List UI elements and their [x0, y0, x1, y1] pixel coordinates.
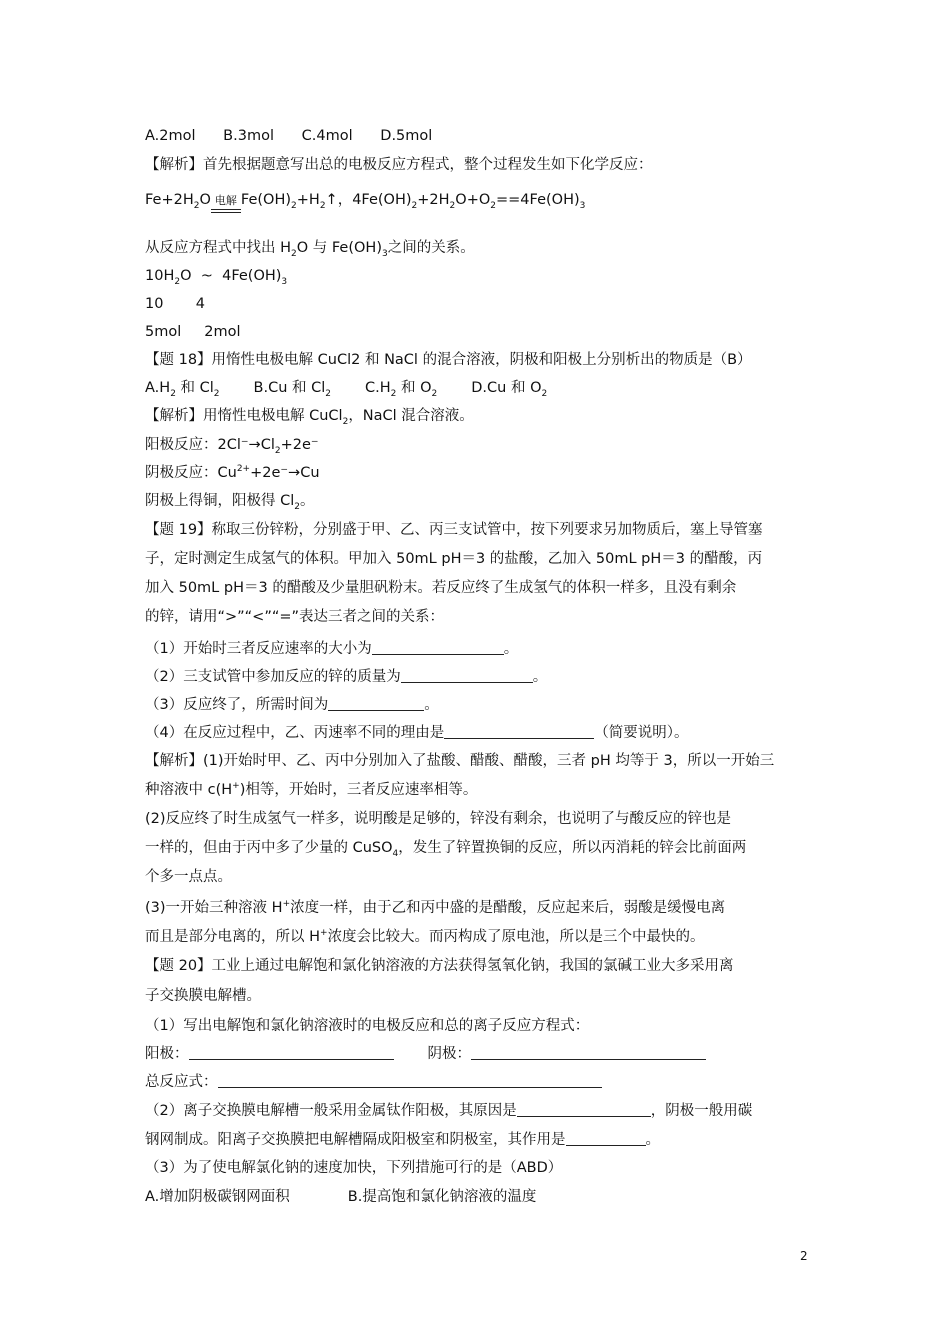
analysis-19-line3 — [145, 809, 731, 829]
text: 浓度一样，由于乙和丙中盛的是醋酸，反应起来后，弱酸是缓慢电离 — [290, 900, 726, 916]
text: 阴极上得铜，阳极得 Cl — [145, 493, 295, 509]
analysis-19-line2 — [145, 780, 477, 800]
option-a: A.H — [145, 380, 171, 396]
question-19-line4 — [145, 607, 444, 627]
text: 阴极： — [427, 1046, 471, 1062]
text: 一样的，但由于丙中多了少量的 CuSO — [145, 840, 393, 856]
text: 。 — [645, 1132, 660, 1148]
subscript: 2 — [193, 200, 200, 211]
text: +2e⁻→Cu — [250, 465, 320, 481]
question-20-part1 — [145, 1016, 589, 1036]
answer-blank[interactable] — [444, 724, 594, 739]
subscript: 2 — [174, 276, 181, 287]
text: (3)一开始三种溶液 H — [145, 900, 283, 916]
text: 钢网制成。阳离子交换膜把电解槽隔成阳极室和阴极室，其作用是 — [145, 1132, 566, 1148]
electrolysis-condition — [211, 191, 241, 211]
text: O 与 Fe(OH) — [296, 240, 382, 256]
text: 个多一点点。 — [145, 869, 232, 885]
text: 种溶液中 c(H — [145, 782, 233, 798]
text: Fe+2H — [145, 192, 194, 208]
subscript: 2 — [325, 388, 332, 399]
text: +H — [296, 192, 320, 208]
answer-blank[interactable] — [372, 640, 504, 655]
question-20-part3 — [145, 1158, 562, 1178]
total-reaction-blank[interactable] — [218, 1073, 602, 1088]
text: ↑，4Fe(OH) — [325, 192, 412, 208]
subscript: 2 — [291, 200, 297, 211]
subscript: 3 — [381, 248, 388, 259]
text: 浓度会比较大。而丙构成了原电池，所以是三个中最快的。 — [327, 929, 705, 945]
option-a: A.增加阴极碳钢网面积 — [145, 1189, 290, 1205]
anode-reaction — [145, 435, 319, 455]
text: 和 Cl — [175, 380, 214, 396]
superscript: + — [232, 781, 240, 792]
subscript: 2 — [411, 200, 418, 211]
text: O — [199, 192, 211, 208]
text: 和 O — [396, 380, 432, 396]
analysis-19-line5 — [145, 867, 232, 887]
text: 10 4 — [145, 296, 205, 312]
text: (2)反应终了时生成氢气一样多，说明酸是足够的，锌没有剩余，也说明了与酸反应的锌也是 — [145, 811, 732, 827]
text: ，发生了锌置换铜的反应，所以丙消耗的锌会比前面两 — [398, 840, 747, 856]
text: （4）在反应过程中，乙、丙速率不同的理由是 — [145, 725, 445, 741]
subscript: 2 — [274, 445, 281, 456]
text: ⁻→Cl — [240, 437, 275, 453]
answer-blank[interactable] — [401, 668, 533, 683]
text: 总反应式： — [145, 1074, 218, 1090]
subscript: 2 — [541, 388, 548, 399]
cathode-blank[interactable] — [471, 1045, 706, 1060]
text: O+O — [455, 192, 491, 208]
question-19-part4 — [145, 723, 688, 743]
subscript: 2 — [213, 388, 220, 399]
subscript: 2 — [449, 200, 456, 211]
total-reaction-line — [145, 1072, 602, 1092]
question-18-options — [145, 378, 547, 398]
superscript: + — [282, 899, 291, 910]
answer-blank[interactable] — [517, 1102, 651, 1117]
option-d: D.Cu 和 O — [471, 380, 542, 396]
text: 从反应方程式中找出 H — [145, 240, 292, 256]
text: 。 — [424, 697, 439, 713]
text: 。 — [300, 493, 315, 509]
text: 子交换膜电解槽。 — [145, 988, 261, 1004]
reaction-equation — [145, 190, 585, 211]
question-19-line1 — [145, 520, 763, 540]
question-19-line2 — [145, 549, 762, 569]
text: 5mol 2mol — [145, 324, 241, 340]
text: 【解析】(1)开始时甲、乙、丙中分别加入了盐酸、醋酸、醋酸，三者 pH 均等于 3，所以一开始三 — [145, 753, 775, 769]
text: 【题 18】用惰性电极电解 CuCl2 和 NaCl 的混合溶液，阴极和阳极上分别析出的物质是（B） — [145, 352, 752, 368]
text: 之间的关系。 — [387, 240, 475, 256]
question-20-line2 — [145, 986, 261, 1006]
text: （3）反应终了，所需时间为 — [145, 697, 329, 713]
text: ，阴极一般用碳 — [650, 1103, 753, 1119]
analysis-19-line1 — [145, 751, 774, 771]
electrode-answer-line — [145, 1044, 706, 1064]
text: 【解析】用惰性电极电解 CuCl — [145, 408, 343, 424]
subscript: 3 — [579, 200, 586, 211]
text: 阳极： — [145, 1046, 189, 1062]
options-line — [145, 126, 432, 146]
superscript: + — [320, 928, 328, 939]
answer-blank[interactable] — [328, 696, 424, 711]
text: 加入 50mL pH＝3 的醋酸及少量胆矾粉末。若反应终了生成氢气的体积一样多，且没有剩余 — [145, 580, 737, 596]
text: 。 — [503, 641, 519, 657]
subscript: 2 — [294, 501, 300, 512]
text: （2）离子交换膜电解槽一般采用金属钛作阳极，其原因是 — [145, 1103, 517, 1119]
text: 【题 19】称取三份锌粉，分别盛于甲、乙、丙三支试管中，按下列要求另加物质后，塞上导管塞 — [145, 522, 763, 538]
subscript: 4 — [392, 848, 399, 859]
subscript: 3 — [281, 276, 288, 287]
text: （2）三支试管中参加反应的锌的质量为 — [145, 669, 401, 685]
subscript: 2 — [170, 388, 176, 399]
text: （3）为了使电解氯化钠的速度加快，下列措施可行的是（ABD） — [145, 1160, 563, 1176]
text: A.2mol B.3mol C.4mol D.5mol — [145, 128, 433, 144]
answer-blank[interactable] — [566, 1131, 646, 1146]
text: 阳极反应：2Cl — [145, 437, 241, 453]
ratio-line — [145, 294, 205, 314]
product-line — [145, 491, 315, 511]
question-19-part2 — [145, 667, 547, 687]
text: 而且是部分电离的，所以 H — [145, 929, 321, 945]
question-20-options — [145, 1187, 536, 1207]
superscript: 2+ — [236, 464, 251, 475]
question-19-line3 — [145, 578, 736, 598]
analysis-19-line7 — [145, 927, 705, 947]
option-b: B.提高饱和氯化钠溶液的温度 — [347, 1189, 537, 1205]
text: Fe(OH) — [240, 192, 292, 208]
option-c: C.H — [365, 380, 391, 396]
double-bar — [211, 209, 241, 213]
text: 【解析】首先根据题意写出总的电极反应方程式，整个过程发生如下化学反应： — [145, 157, 653, 173]
text: 阴极反应：Cu — [145, 465, 237, 481]
text: 子，定时测定生成氢气的体积。甲加入 50mL pH＝3 的盐酸，乙加入 50mL pH＝3 的醋酸，丙 — [145, 551, 763, 567]
text: +2H — [417, 192, 450, 208]
question-18 — [145, 350, 752, 370]
analysis-intro — [145, 155, 653, 175]
relation-intro — [145, 238, 475, 258]
question-20-part2-line2 — [145, 1130, 660, 1150]
analysis-18 — [145, 406, 474, 426]
subscript: 2 — [490, 200, 496, 211]
subscript: 2 — [319, 200, 326, 211]
text: +2e⁻ — [280, 437, 319, 453]
amount-line — [145, 322, 241, 342]
analysis-19-line6 — [145, 898, 725, 918]
page-number: 2 — [800, 1249, 808, 1263]
question-20-line1 — [145, 956, 734, 976]
text: （1）开始时三者反应速率的大小为 — [145, 641, 372, 657]
subscript: 2 — [291, 248, 297, 259]
subscript: 2 — [390, 388, 397, 399]
condition-label: 电解 — [214, 194, 237, 207]
text: （简要说明）。 — [594, 725, 689, 741]
relation-line — [145, 266, 287, 286]
text: )相等，开始时，三者反应速率相等。 — [239, 782, 478, 798]
text: ，NaCl 混合溶液。 — [348, 408, 474, 424]
text: 【题 20】工业上通过电解饱和氯化钠溶液的方法获得氢氧化钠，我国的氯碱工业大多采用离 — [145, 958, 734, 974]
option-b: B.Cu 和 Cl — [253, 380, 326, 396]
analysis-19-line4 — [145, 838, 746, 858]
text: 的锌，请用“>”“<”“=”表达三者之间的关系： — [145, 609, 445, 625]
question-19-part1 — [145, 639, 518, 659]
subscript: 2 — [342, 416, 349, 427]
text: 。 — [532, 669, 548, 685]
question-19-part3 — [145, 695, 439, 715]
text: 10H — [145, 268, 175, 284]
anode-blank[interactable] — [189, 1045, 394, 1060]
cathode-reaction — [145, 463, 320, 483]
text: ==4Fe(OH) — [496, 192, 580, 208]
text: （1）写出电解饱和氯化钠溶液时的电极反应和总的离子反应方程式： — [145, 1018, 590, 1034]
subscript: 2 — [431, 388, 438, 399]
text: O ~ 4Fe(OH) — [180, 268, 282, 284]
question-20-part2-line1 — [145, 1101, 752, 1121]
